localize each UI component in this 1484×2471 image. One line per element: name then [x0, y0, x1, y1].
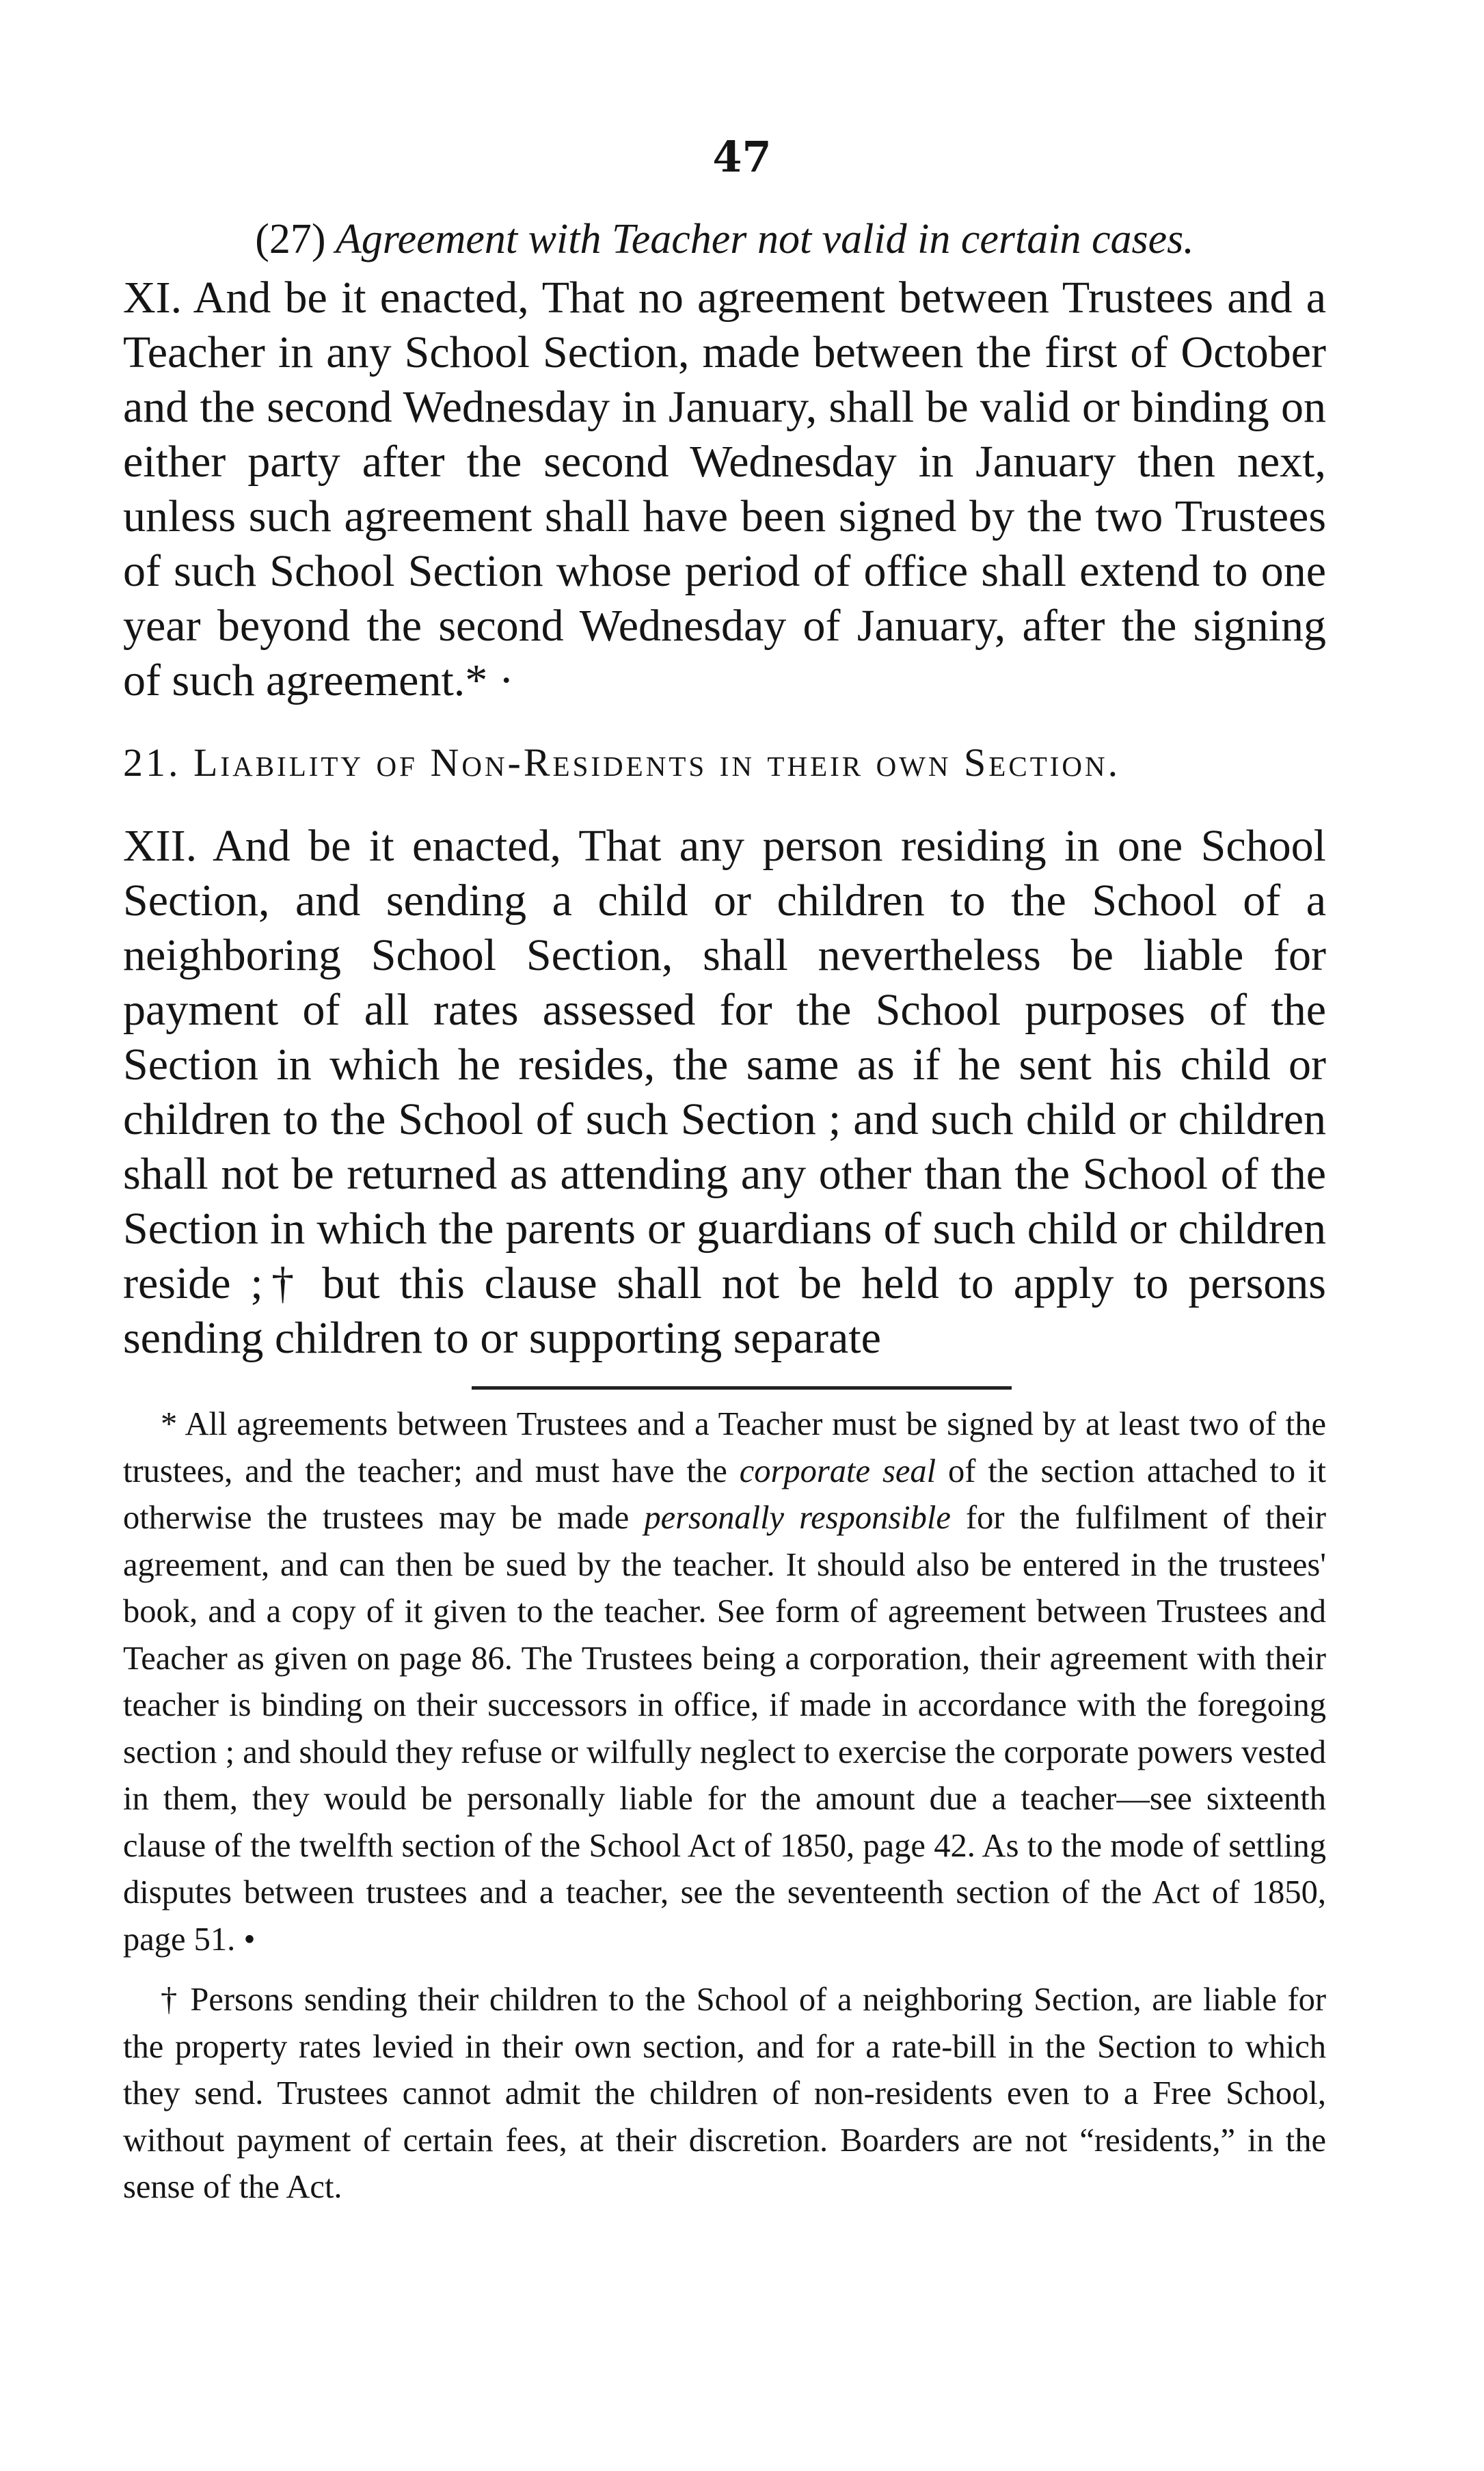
section-21-heading: 21. Liability of Non-Residents in their own Section.: [123, 740, 1121, 785]
footnotes: [123, 1401, 1326, 2211]
footnote-1-italic-a: corporate seal: [739, 1453, 936, 1489]
footnote-1-text-a: All agreements between Trustees and a Teacher must be signed by at least two of the trustees, and the teacher; and must have the: [123, 1406, 1326, 1489]
footnote-1-text-b: of the section attached to it otherwise the trustees may be made: [123, 1453, 1327, 1536]
section-xi-text: And be it enacted, That no agreement between Trustees and a Teacher in any School Section, made between the first of October and the second Wednesday in January, shall be valid or binding on either party after the second Wednesday in January then next, unless such agreement shall have been signed by the two Trustees of such School Section whose period of office shall extend to one year beyond the second Wednesday of January, after the signing of such agreement.* ·: [123, 273, 1326, 705]
footnote-1-trailing-mark: •: [243, 1921, 256, 1958]
footnote-2-text: Persons sending their children to the School of a neighboring Section, are liable for the property rates levied in their own section, and for a rate-bill in the Section to which they send. Trustees cannot admit the children of non-residents even to a Free School, without payment of certain fees, at their discretion. Boarders are not “residents,” in the sense of the Act.: [123, 1982, 1327, 2205]
footnote-1-mark: *: [161, 1406, 178, 1442]
footnote-1-text-c: for the fulfilment of their agreement, and can then be sued by the teacher. It should also be entered in the trustees' book, and a copy of it given to the teacher. See form of agreement between Trustees and Teacher as given on page 86. The Trustees being a corporation, their agreement with their teacher is binding on their successors in office, if made in accordance with the foregoing section ; and should they refuse or wilfully neglect to exercise the corporate powers vested in them, they would be personally liable for the amount due a teacher—see sixteenth clause of the twelfth section of the School Act of 1850, page 42. As to the mode of settling disputes between trustees and a teacher, see the seventeenth section of the Act of 1850, page 51.: [123, 1500, 1327, 1958]
section-xii-text: And be it enacted, That any person residing in one School Section, and sending a child or children to the School of a neighboring School Section, shall nevertheless be liable for payment of all rates assessed for the School purposes of the Section in which he resides, the same as if he sent his child or children to the School of such Section ; and such child or children shall not be returned as attending any other than the School of the Section in which the parents or guardians of such child or children reside ;† but this clause shall not be held to apply to persons sending children to or supporting separate: [123, 821, 1327, 1363]
section-xi-numeral: XI.: [123, 273, 183, 323]
main-text: [123, 212, 1326, 1366]
section-xii-numeral: XII.: [123, 821, 198, 871]
section-xii-paragraph: [123, 819, 1326, 1366]
footnote-1-italic-b: personally responsible: [644, 1500, 951, 1536]
section-xi-paragraph: [123, 271, 1326, 708]
footnote-2-mark: †: [161, 1982, 180, 2018]
footnote-2: [123, 1977, 1326, 2211]
subheading-title: Agreement with Teacher not valid in certain cases.: [335, 216, 1194, 262]
footnote-divider: [472, 1386, 1012, 1390]
subheading-number: (27): [255, 216, 326, 262]
footnote-1: [123, 1401, 1326, 1963]
section-subheading: [123, 212, 1326, 267]
page-number: 47: [712, 132, 772, 182]
